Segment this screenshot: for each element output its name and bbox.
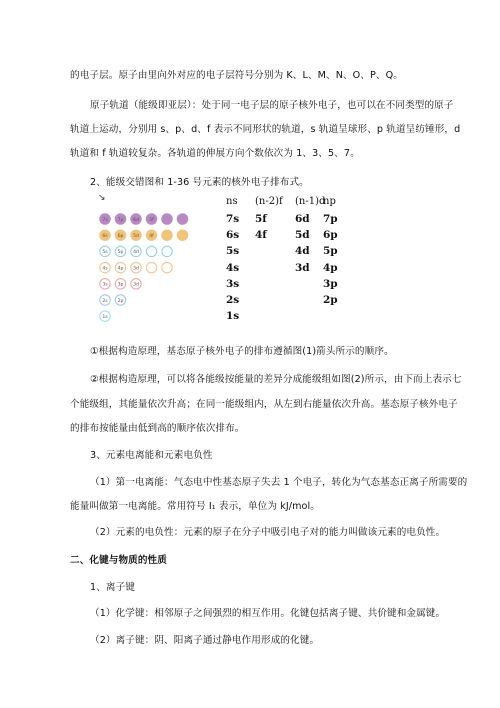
orbital-table-cell: 5p <box>323 245 338 258</box>
orbital-table-cell: 4s <box>226 261 240 274</box>
orbital-circle <box>100 246 110 256</box>
orbital-table-header-cell: (n-2)f <box>255 196 283 207</box>
paragraph-rule-1: ①根据构造原理，基态原子核外电子的排布遵循图(1)箭头所示的顺序。 <box>90 346 394 357</box>
orbital-circle <box>100 295 110 305</box>
paragraph-orbital-line-2: 轨道上运动，分别用 s、p、d、f 表示不同形状的轨道，s 轨道呈球形、p 轨道呈纺锤形，d <box>70 124 461 135</box>
orbital-table-cell: 3p <box>323 277 338 290</box>
orbital-circle <box>131 214 141 224</box>
paragraph-ionic-bond-def: （2）离子键：阴、阳离子通过静电作用形成的化键。 <box>90 635 320 646</box>
orbital-table-cell: 4d <box>295 245 310 258</box>
paragraph-rule-2-line-3: 的排布按能量由低到高的顺序依次排布。 <box>70 423 245 434</box>
orbital-circle <box>146 246 156 256</box>
orbital-circle <box>131 246 141 256</box>
orbital-circle <box>162 214 172 224</box>
orbital-circle-label: 7p <box>117 217 124 223</box>
orbital-table-cell: 2s <box>226 294 240 306</box>
orbital-circle-label: 5s <box>102 250 108 256</box>
orbital-circle <box>100 279 110 289</box>
orbital-circle-label: 4f <box>149 234 154 239</box>
paragraph-orbital-line-1: 原子轨道（能级即亚层）：处于同一电子层的原子核外电子，也可以在不同类型的原子 <box>90 100 454 111</box>
orbital-circle <box>146 214 156 224</box>
orbital-circle <box>115 279 125 289</box>
paragraph-orbital-line-3: 轨道和 f 轨道较复杂。各轨道的伸展方向个数依次为 1、3、5、7。 <box>70 148 360 159</box>
orbital-table-cell: 3d <box>295 261 310 274</box>
chapter-heading-chemical-bonds: 二、化键与物质的性质 <box>70 555 167 566</box>
orbital-circle-label: 5f <box>149 217 154 223</box>
paragraph-ionization-line-2: 能量叫做第一电离能。常用符号 I₁ 表示，单位为 kJ/mol。 <box>70 501 320 512</box>
orbital-circle-label: 2s <box>102 298 108 304</box>
orbital-circle <box>146 230 156 240</box>
orbital-table-cell: 6d <box>295 213 310 225</box>
paragraph-ionization-line-1: （1）第一电离能：气态电中性基态原子失去 1 个电子，转化为气态基态正离子所需要的 <box>90 477 468 488</box>
orbital-circle-label: 3d <box>133 282 139 288</box>
orbital-circle <box>177 214 187 224</box>
orbital-circle-label: 2p <box>117 298 124 304</box>
section-heading-ionization: 3、元素电离能和元素电负性 <box>90 450 213 461</box>
orbital-circle <box>100 214 110 224</box>
orbital-circle <box>162 262 172 272</box>
orbital-table-cell: 1s <box>226 310 240 323</box>
orbital-table-cell: 7p <box>323 213 338 225</box>
orbital-table-cell: 6s <box>226 229 240 242</box>
orbital-table-cell: 3s <box>226 277 240 290</box>
orbital-circle <box>115 295 125 305</box>
orbital-table-header-cell: np <box>323 196 336 207</box>
orbital-circle-label: 6d <box>133 217 139 223</box>
energy-level-diagram <box>95 188 215 328</box>
orbital-circle-label: 6p <box>117 234 124 239</box>
orbital-circle <box>115 230 125 240</box>
orbital-circle <box>162 246 172 256</box>
orbital-circle <box>115 262 125 272</box>
paragraph-rule-2-line-2: 个能级组，其能量依次升高；在同一能级组内，从左到右能量依次升高。基态原子核外电子 <box>70 399 458 410</box>
orbital-circle-label: 1s <box>102 315 108 320</box>
orbital-table-cell: 4f <box>255 229 267 242</box>
orbital-circle-label: 4s <box>102 266 108 272</box>
orbital-circle <box>131 279 141 289</box>
orbital-table-cell: 5d <box>295 229 310 242</box>
orbital-table-cell: 6p <box>323 229 338 242</box>
orbital-circle-label: 3d <box>133 266 139 272</box>
orbital-circle-label: 6s <box>102 234 108 239</box>
orbital-table-cell: 4p <box>323 261 338 274</box>
orbital-table-header-cell: ns <box>226 196 238 207</box>
orbital-circle <box>177 230 187 240</box>
arrow-icon: ↘ <box>98 193 106 203</box>
orbital-table-cell: 7s <box>226 213 240 225</box>
orbital-circle <box>146 262 156 272</box>
orbital-circle <box>131 262 141 272</box>
orbital-circle <box>100 230 110 240</box>
orbital-circle-label: 4p <box>117 266 124 272</box>
orbital-circle-label: 3s <box>102 282 108 288</box>
paragraph-rule-2-line-1: ②根据构造原理，可以将各能级按能量的差异分成能级组如图(2)所示，由下而上表示七 <box>90 374 462 385</box>
section-heading-ionic-bond: 1、离子键 <box>90 582 135 593</box>
paragraph-electronegativity: （2）元素的电负性：元素的原子在分子中吸引电子对的能力叫做该元素的电负性。 <box>90 527 446 538</box>
orbital-circle <box>115 246 125 256</box>
orbital-table-header-cell: (n-1)d <box>295 196 326 207</box>
paragraph-chemical-bond-def: （1）化学键：相邻原子之间强烈的相互作用。化键包括离子键、共价键和金属键。 <box>90 608 446 619</box>
orbital-circle <box>115 214 125 224</box>
orbital-circle-label: 3p <box>117 282 124 288</box>
orbital-circle <box>162 230 172 240</box>
paragraph-electron-shell: 的电子层。原子由里向外对应的电子层符号分别为 K、L、M、N、O、P、Q。 <box>70 70 403 81</box>
orbital-circle-label: 5d <box>133 234 139 239</box>
orbital-circle <box>100 262 110 272</box>
orbital-circle-label: 5p <box>117 250 124 256</box>
orbital-circle-label: 4d <box>133 250 139 256</box>
orbital-circle <box>131 230 141 240</box>
section-heading-energy-levels: 2、能级交错图和 1-36 号元素的核外电子排布式。 <box>90 177 309 188</box>
orbital-table-cell: 5s <box>226 245 240 258</box>
orbital-circle-label: 7s <box>102 217 108 223</box>
orbital-table-cell: 2p <box>323 294 338 306</box>
orbital-circle <box>100 311 110 321</box>
orbital-table-cell: 5f <box>255 213 267 225</box>
